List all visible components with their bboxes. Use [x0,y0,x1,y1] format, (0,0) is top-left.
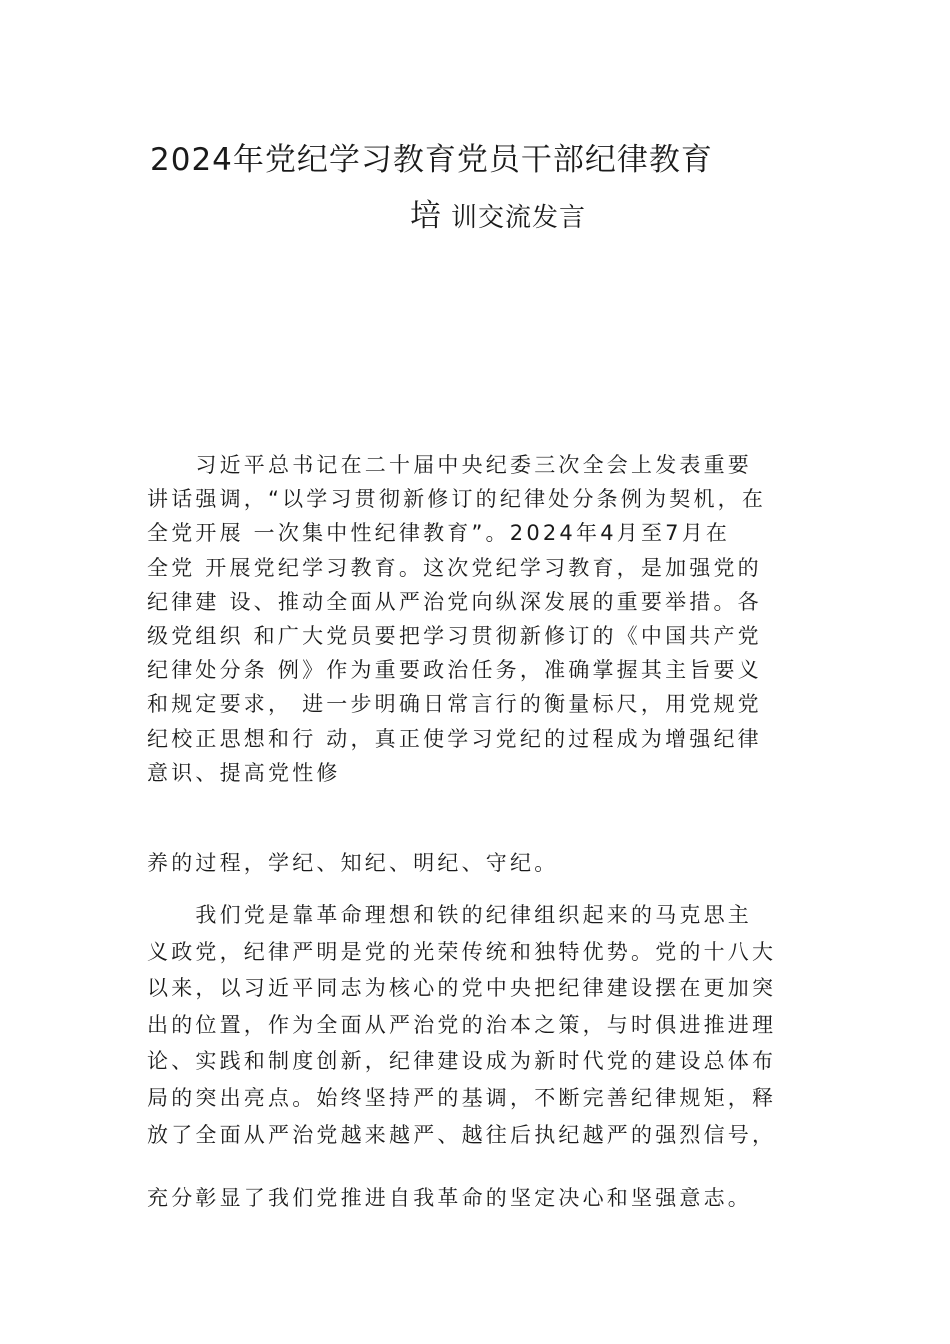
paragraph-1 [147,448,807,790]
paragraph-2-tail-line: 充分彰显了我们党推进自我革命的坚定决心和坚强意志。 [147,1186,752,1210]
paragraph-1-line: 和规定要求， 进一步明确日常言行的衡量标尺，用党规党 [147,692,762,717]
paragraph-1-line: 习近平总书记在二十届中央纪委三次全会上发表重要 [147,453,752,477]
paragraph-1-line: 纪律建 设、推动全面从严治党向纵深发展的重要举措。各 [147,589,762,614]
paragraph-2 [147,897,807,1153]
paragraph-1-tail-line: 养的过程，学纪、知纪、明纪、守纪。 [147,851,559,875]
paragraph-1-line: 纪律处分条 例》作为重要政治任务，准确掌握其主旨要义 [147,658,762,683]
title-line-2-first-char: 培 [410,198,441,234]
paragraph-2-line: 我们党是靠革命理想和铁的纪律组织起来的马克思主 [147,903,752,927]
paragraph-1-line: 纪校正思想和行 动，真正使学习党纪的过程成为增强纪律 [147,726,762,751]
paragraph-1-line: 全党开展 一次集中性纪律教育”。2024年4月至7月在 [147,521,731,546]
paragraph-2-line: 论、实践和制度创新，纪律建设成为新时代党的建设总体布 [147,1049,777,1074]
paragraph-1-line: 全党 开展党纪学习教育。这次党纪学习教育，是加强党的 [147,555,762,580]
document-title-line-2 [410,196,586,241]
paragraph-2-line: 出的位置，作为全面从严治党的治本之策，与时俱进推进理 [147,1012,777,1037]
paragraph-1-line: 讲话强调，“以学习贯彻新修订的纪律处分条例为契机，在 [147,487,767,512]
paragraph-2-line: 局的突出亮点。始终坚持严的基调，不断完善纪律规矩，释 [147,1085,777,1110]
document-title-line-1: 2024年党纪学习教育党员干部纪律教育 [150,142,713,178]
paragraph-1-line: 意识、提高党性修 [147,760,341,785]
paragraph-2-line: 义政党，纪律严明是党的光荣传统和独特优势。党的十八大 [147,939,777,964]
paragraph-2-continuation [147,1180,807,1217]
paragraph-2-line: 放了全面从严治党越来越严、越往后执纪越严的强烈信号， [147,1122,777,1147]
title-line-2-rest: 训交流发言 [451,203,587,233]
paragraph-2-line: 以来，以习近平同志为核心的党中央把纪律建设摆在更加突 [147,976,777,1001]
paragraph-1-line: 级党组织 和广大党员要把学习贯彻新修订的《中国共产党 [147,623,762,648]
paragraph-1-continuation [147,845,807,882]
